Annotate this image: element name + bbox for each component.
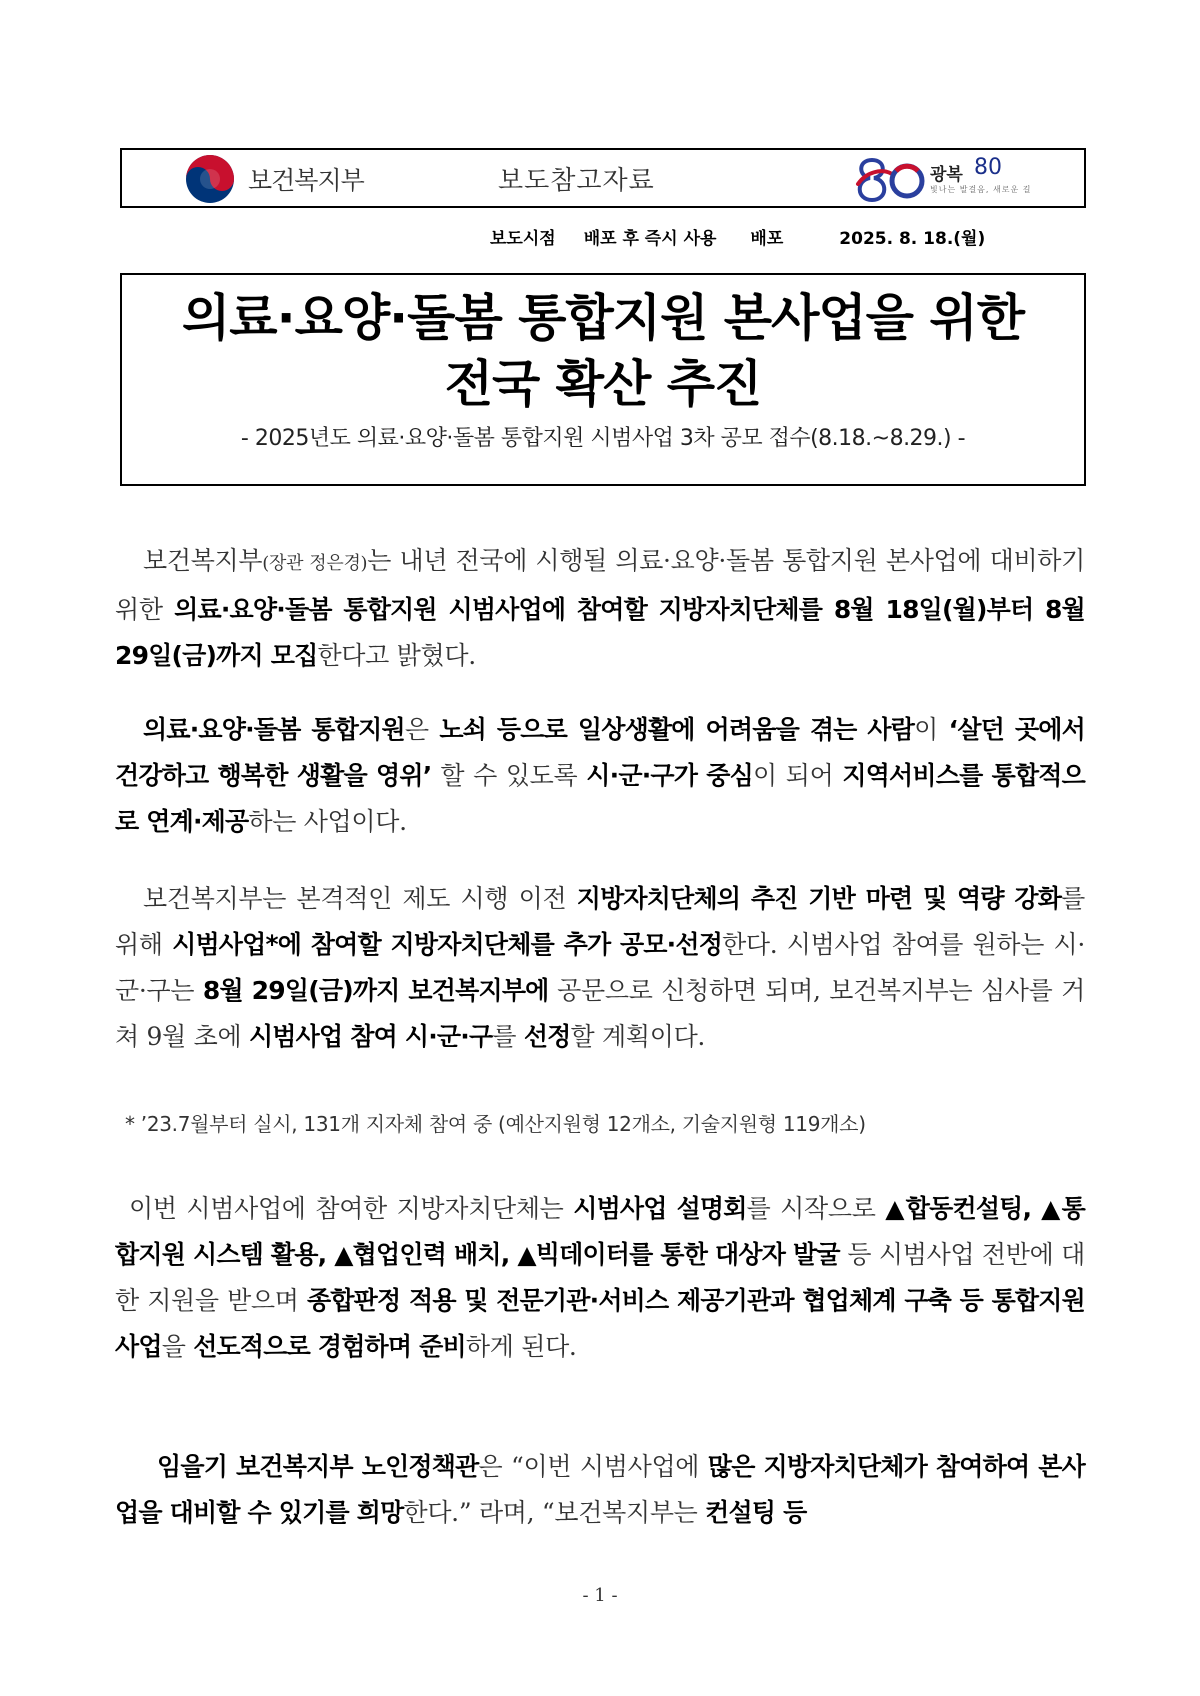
ministry-name: 보건복지부 [248,166,364,195]
text-span: 하는 사업이다. [248,807,407,836]
emphasis: ▲합동컨설팅, ▲통합지원 시스템 활용, ▲협업인력 배치, ▲빅데이터를 통한 대상자 발굴 [115,1194,1085,1269]
text-span: 보건복지부는 본격적인 제도 시행 이전 [143,884,577,913]
text-span: 이번 시범사업에 참여한 지방자치단체는 [129,1194,574,1223]
emphasis: 8월 29일(금)까지 보건복지부에 [202,976,549,1005]
liberation-80-icon [852,154,928,204]
text-span: 한다고 밝혔다. [317,641,476,670]
text-span: 이 [914,715,949,744]
document-type: 보도참고자료 [498,166,655,196]
text-span: 를 시작으로 [746,1194,886,1223]
emphasis: 시·군·구가 중심 [586,761,753,790]
emphasis: 지역서비스를 통합적으로 연계·제공 [115,761,1086,836]
emphasis: 지방자치단체의 추진 기반 마련 및 역량 강화 [576,884,1062,913]
text-span: 는 내년 전국에 시행될 의료·요양·돌봄 통합지원 본사업에 대비하기 위한 [115,546,1085,624]
page-number: - 1 - [582,1585,618,1606]
liberation-number: 80 [974,155,1002,180]
text-span: 보건복지부 [143,546,263,575]
text-span: 할 계획이다. [570,1022,706,1051]
emphasis: 많은 지방자치단체가 참여하여 본사업을 대비할 수 있기를 희망 [115,1452,1085,1527]
paragraph-5 [115,1444,1085,1536]
text-span: 등 시범사업 전반에 대한 지원을 받으며 [115,1240,1085,1315]
text-span: 를 위해 [115,884,1085,959]
emphasis: 선도적으로 경험하며 준비 [193,1332,466,1361]
taeguk-icon [184,153,236,205]
headline-line-1: 의료·요양·돌봄 통합지원 본사업을 위한 [181,289,1024,347]
paragraph-3 [115,876,1085,1060]
emphasis: 시범사업*에 참여할 지방자치단체를 추가 공모·선정 [172,930,723,959]
emphasis: 의료·요양·돌봄 통합지원 시범사업에 참여할 지방자치단체를 8월 18일(월)부터 8월 29일(금)까지 모집 [115,595,1085,670]
text-span: 은 [404,715,440,744]
emphasis: 선정 [523,1022,571,1051]
distribution-label: 배포 [750,229,784,249]
liberation-80-logo [852,154,1052,204]
text-span: 하게 된다. [465,1332,577,1361]
release-date: 2025. 8. 18.(월) [839,229,986,249]
emphasis: 시범사업 참여 시·군·구 [248,1022,493,1051]
text-span: 공문으로 신청하면 되며, 보건복지부는 심사를 거쳐 9월 초에 [115,976,1085,1051]
paragraph-2 [115,707,1085,845]
text-span: 한다. 시범사업 참여를 원하는 시·군·구는 [115,930,1086,1005]
emphasis: 의료·요양·돌봄 통합지원 [143,715,405,744]
liberation-slogan: 빛나는 발걸음, 새로운 길 [930,185,1032,194]
release-timing: 배포 후 즉시 사용 [583,229,717,249]
emphasis: 종합판정 적용 및 전문기관·서비스 제공기관과 협업체계 구축 등 통합지원 사업 [115,1286,1085,1361]
release-info [490,224,985,249]
footnote: * ’23.7월부터 실시, 131개 지자체 참여 중 (예산지원형 12개소, 기술지원형 119개소) [125,1112,866,1136]
ministry-logo [184,156,364,202]
headline-line-2: 전국 확산 추진 [444,355,762,413]
text-span: 을 [161,1332,194,1361]
title-box [120,273,1086,486]
paragraph-1 [115,538,1085,679]
emphasis: ‘살던 곳에서 건강하고 행복한 생활을 영위’ [115,715,1085,790]
emphasis: 노쇠 등으로 일상생활에 어려움을 겪는 사람 [439,715,915,744]
emphasis: 컨설팅 등 [705,1498,807,1527]
text-span: 할 수 있도록 [431,761,587,790]
liberation-label: 광복 [930,165,963,185]
release-label: 보도시점 [490,229,556,249]
emphasis: 임을기 보건복지부 노인정책관 [157,1452,479,1481]
text-span: 은 “이번 시범사업에 [478,1452,708,1481]
emphasis: 시범사업 설명회 [573,1194,747,1223]
subtitle: - 2025년도 의료·요양·돌봄 통합지원 시범사업 3차 공모 접수(8.18.~8.29.) - [240,426,966,451]
paragraph-4 [115,1186,1085,1370]
text-span: 한다.” 라며, “보건복지부는 [403,1498,706,1527]
minister-note: (장관 정은경) [262,553,368,574]
press-header [120,148,1086,208]
text-span: 이 되어 [752,761,843,790]
text-span: 를 [492,1022,524,1051]
